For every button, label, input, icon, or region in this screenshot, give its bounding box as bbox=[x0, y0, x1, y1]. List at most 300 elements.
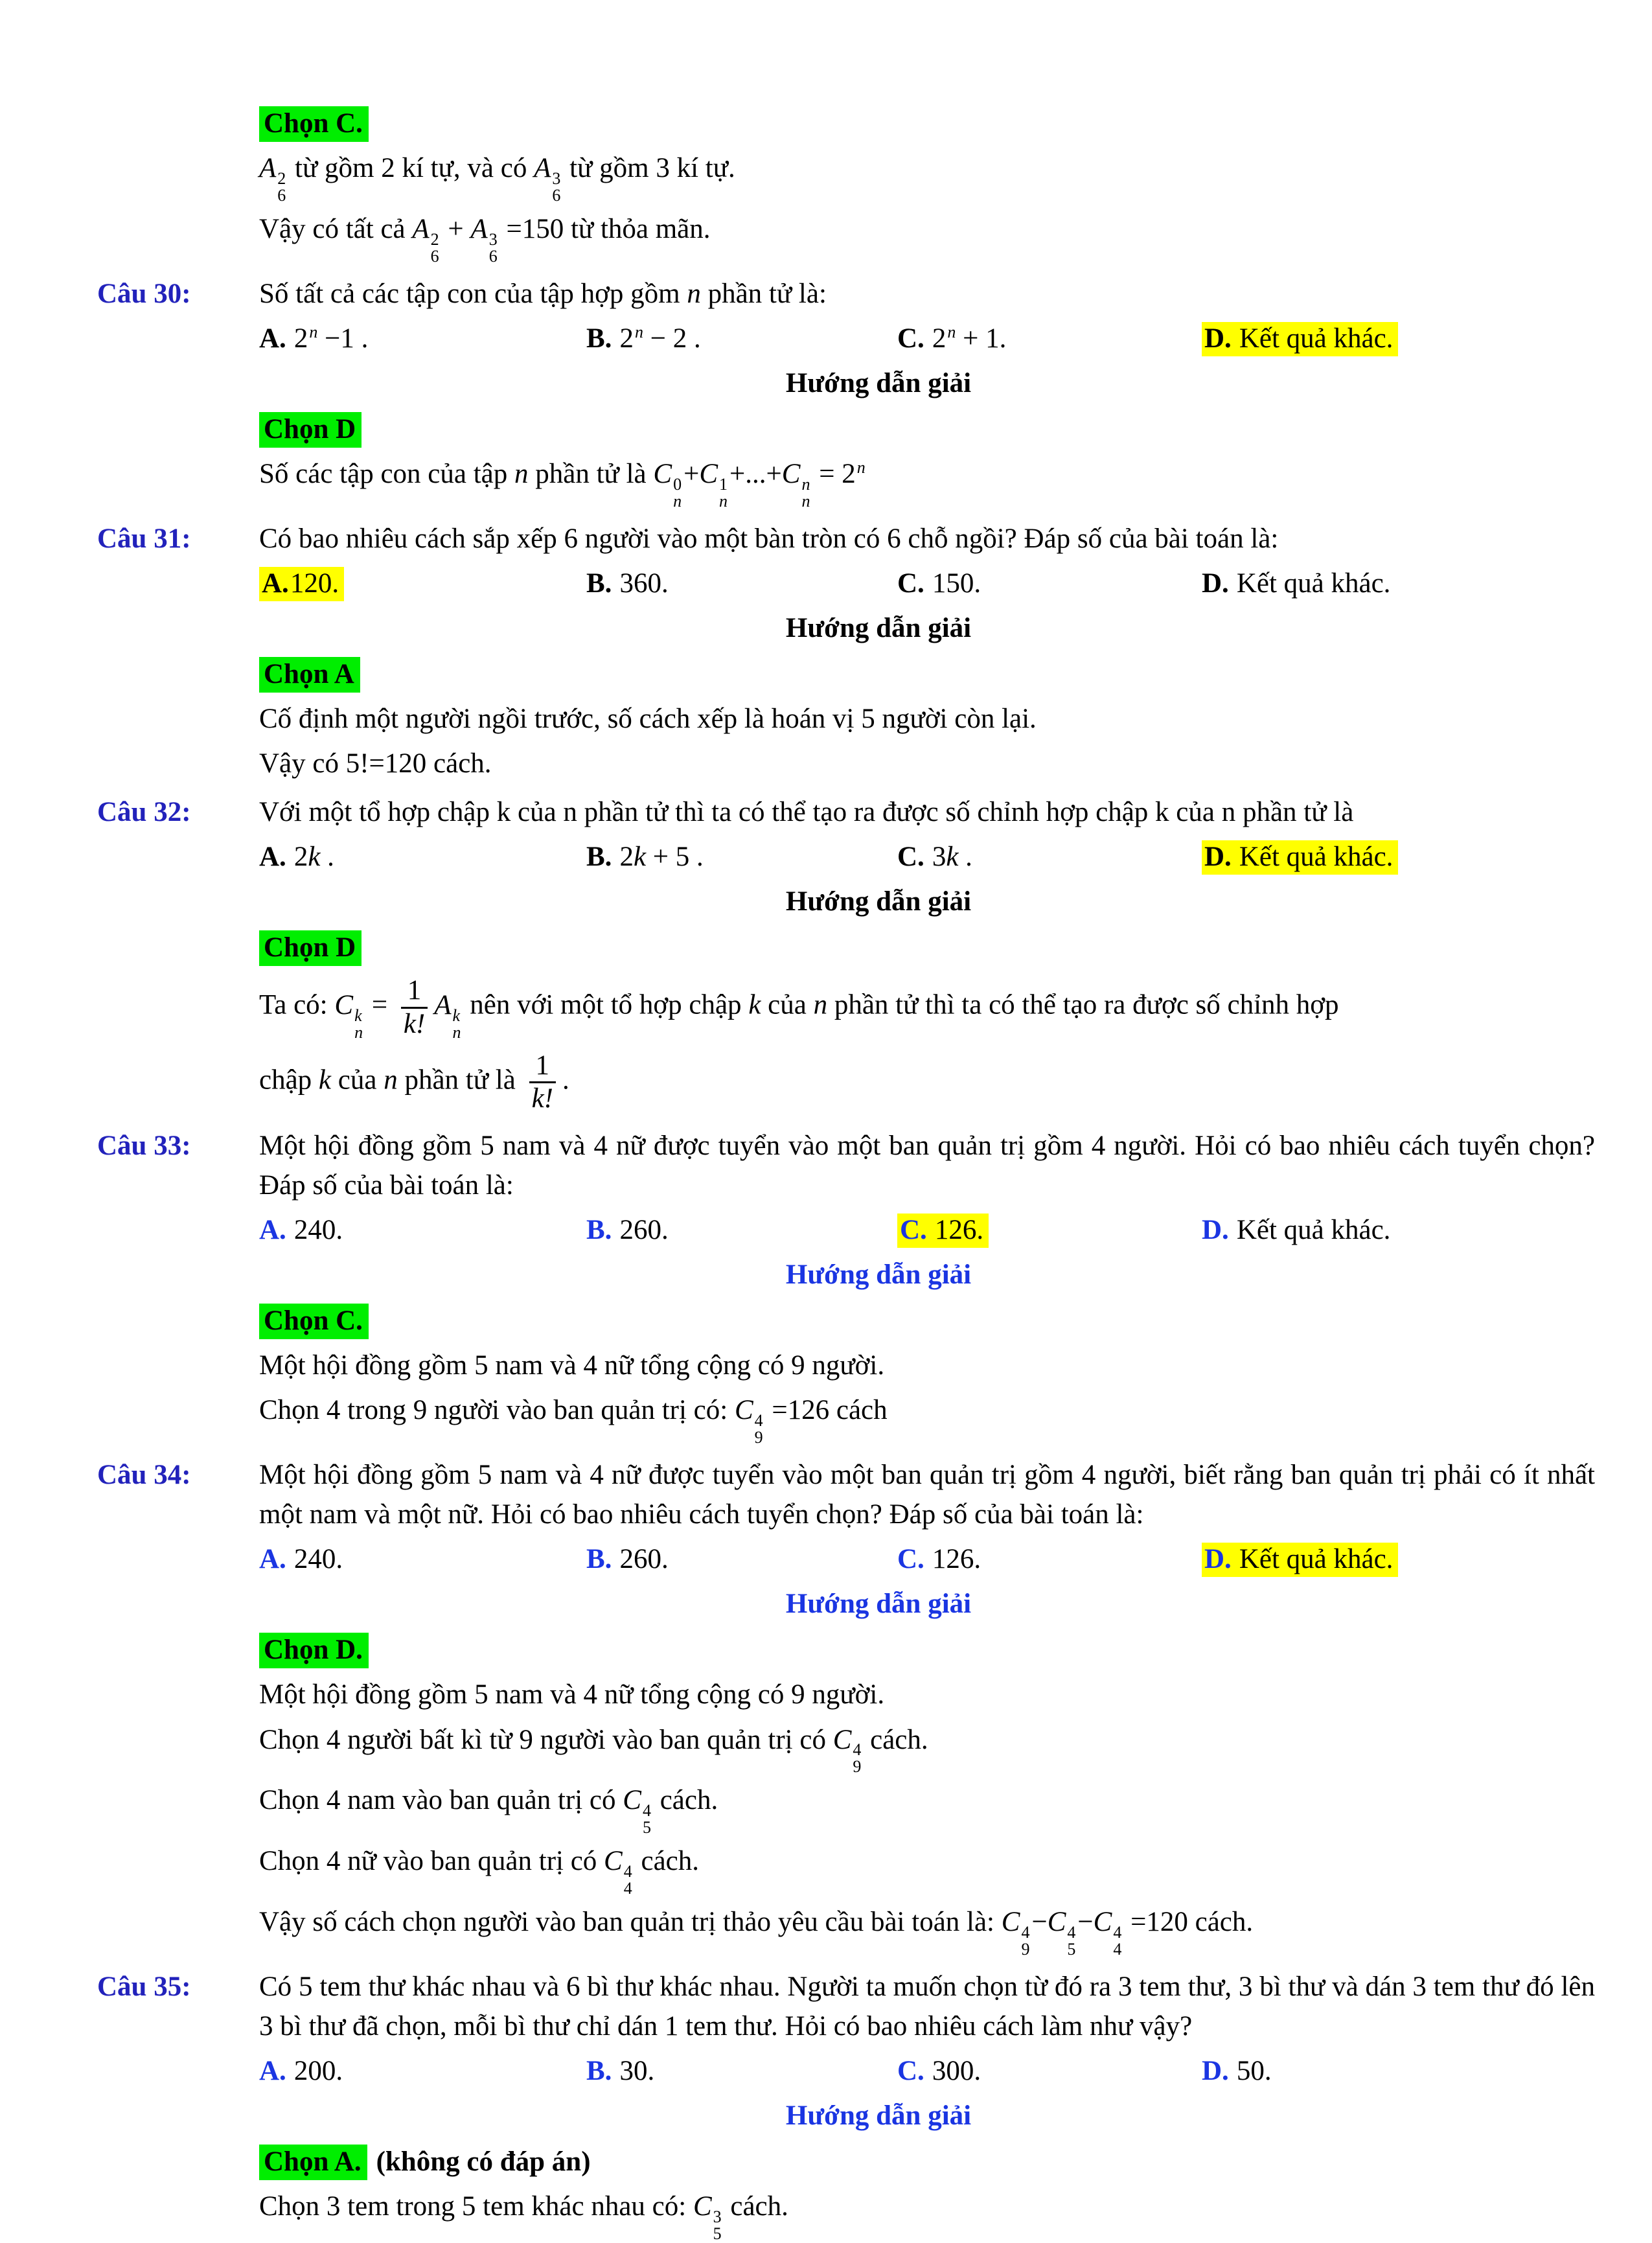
math-base: A bbox=[534, 153, 551, 184]
option-d bbox=[1202, 1539, 1595, 1579]
option-content bbox=[897, 568, 981, 599]
math-subscript: 5 bbox=[642, 1818, 651, 1837]
chosen-answer-highlight: Chọn A. bbox=[259, 2145, 367, 2180]
text-run: + 5 . bbox=[646, 842, 704, 873]
math-subscript: n bbox=[452, 1022, 461, 1042]
math-expression bbox=[619, 323, 643, 354]
answer-choice-line bbox=[97, 2142, 1595, 2181]
math-superscript: 3 bbox=[713, 2207, 722, 2227]
math-superscript: 1 bbox=[719, 474, 728, 494]
text-run: 360. bbox=[619, 568, 669, 599]
content-cell bbox=[259, 409, 1595, 449]
math-scripts bbox=[277, 170, 286, 204]
content-cell bbox=[259, 1255, 1595, 1294]
content-cell bbox=[259, 1346, 1595, 1385]
text-run: cách. bbox=[652, 1785, 718, 1816]
option-c bbox=[897, 319, 1202, 358]
math-scripts bbox=[801, 476, 810, 510]
question-number: Câu 30: bbox=[97, 278, 191, 309]
option-content bbox=[897, 1544, 981, 1574]
option-letter: B. bbox=[586, 842, 612, 873]
option-content bbox=[586, 568, 669, 599]
content-cell bbox=[259, 2051, 1595, 2091]
question bbox=[97, 519, 1595, 558]
math-superscript: n bbox=[634, 322, 643, 341]
text-run: − 2 . bbox=[643, 323, 701, 354]
math-base: C bbox=[734, 1395, 753, 1426]
content-cell bbox=[259, 104, 1595, 143]
option-a bbox=[259, 564, 586, 603]
solution-paragraph bbox=[97, 1720, 1595, 1776]
math-expression bbox=[259, 153, 288, 205]
math-base: 2 bbox=[293, 323, 308, 354]
option-letter: D. bbox=[1202, 1215, 1229, 1246]
content-cell bbox=[259, 1048, 1595, 1117]
text-run: phần tử thì ta có thể tạo ra được số chỉnh hợp bbox=[827, 989, 1339, 1020]
answer-choice-line bbox=[97, 928, 1595, 967]
options-row bbox=[97, 1210, 1595, 1250]
content-cell bbox=[259, 564, 1595, 603]
math-subscript: 5 bbox=[1067, 1940, 1076, 1959]
text-run: 260. bbox=[619, 1544, 669, 1575]
text-run: . bbox=[958, 842, 972, 873]
text-run: Một hội đồng gồm 5 nam và 4 nữ tổng cộng có 9 người. bbox=[259, 1350, 885, 1381]
math-base: C bbox=[623, 1785, 641, 1816]
math-scripts bbox=[673, 476, 682, 510]
solution-paragraph bbox=[97, 454, 1595, 510]
math-scripts bbox=[643, 1802, 651, 1836]
math-expression bbox=[534, 153, 562, 205]
math-scripts bbox=[719, 476, 728, 510]
text-run: +...+ bbox=[729, 459, 782, 490]
math-expression bbox=[623, 1785, 653, 1837]
solution-paragraph bbox=[97, 1346, 1595, 1385]
text-run: − bbox=[1077, 1907, 1094, 1938]
content-cell bbox=[259, 1301, 1595, 1340]
text-run: Chọn 4 nam vào ban quản trị có bbox=[259, 1785, 623, 1816]
math-base: C bbox=[781, 459, 801, 490]
math-subscript: 9 bbox=[754, 1428, 763, 1447]
math-base: A bbox=[434, 989, 452, 1020]
option-highlighted bbox=[1202, 1543, 1398, 1577]
math-expression bbox=[294, 323, 318, 354]
option-letter: A. bbox=[259, 842, 286, 873]
option-letter: A. bbox=[259, 2056, 286, 2087]
text-run: Kết quả khác. bbox=[1236, 1215, 1391, 1246]
option-letter: B. bbox=[586, 1544, 612, 1575]
text-run: Kết quả khác. bbox=[1239, 842, 1394, 873]
option-content bbox=[1202, 1215, 1390, 1245]
text-run: phần tử là bbox=[528, 459, 654, 490]
solution-paragraph bbox=[97, 209, 1595, 265]
math-variable: k bbox=[318, 1064, 332, 1096]
math-subscript: 9 bbox=[1021, 1940, 1030, 1959]
option-highlighted bbox=[1202, 840, 1398, 875]
content-cell bbox=[259, 2142, 1595, 2181]
option-highlighted bbox=[1202, 322, 1398, 356]
text-run: phần tử là: bbox=[700, 278, 827, 309]
chosen-answer-highlight: Chọn C. bbox=[259, 1304, 369, 1339]
fraction-denominator: k! bbox=[403, 1008, 426, 1039]
text-run: 2 bbox=[619, 842, 634, 873]
math-variable: k bbox=[633, 842, 647, 873]
content-cell bbox=[259, 363, 1595, 403]
math-variable: k bbox=[748, 989, 761, 1020]
text-run: của bbox=[331, 1064, 384, 1096]
math-variable: k bbox=[308, 842, 321, 873]
math-scripts bbox=[755, 1412, 763, 1446]
math-base: 2 bbox=[619, 323, 634, 354]
math-expression bbox=[781, 459, 812, 511]
content-cell bbox=[259, 1584, 1595, 1624]
option-b bbox=[586, 1210, 897, 1250]
chosen-answer-highlight: Chọn D. bbox=[259, 1633, 369, 1668]
option-letter: C. bbox=[897, 2056, 924, 2087]
solution-heading: Hướng dẫn giải bbox=[785, 367, 972, 398]
math-expression bbox=[1001, 1907, 1032, 1959]
option-letter: D. bbox=[1202, 2056, 1229, 2087]
math-scripts bbox=[1021, 1924, 1029, 1958]
option-letter: B. bbox=[586, 2056, 612, 2087]
content-cell bbox=[259, 319, 1595, 358]
option-b bbox=[586, 2051, 897, 2091]
option-letter: D. bbox=[1202, 568, 1229, 599]
text-run: cách. bbox=[723, 2191, 788, 2222]
question-number: Câu 31: bbox=[97, 523, 191, 554]
math-superscript: 4 bbox=[853, 1740, 862, 1760]
solution-paragraph bbox=[97, 699, 1595, 739]
math-expression bbox=[693, 2191, 724, 2243]
content-cell bbox=[259, 882, 1595, 921]
text-run: 200. bbox=[293, 2056, 343, 2087]
math-expression bbox=[1047, 1907, 1078, 1959]
math-base: C bbox=[604, 1846, 623, 1877]
option-d bbox=[1202, 2051, 1595, 2091]
math-superscript: 4 bbox=[1021, 1923, 1030, 1942]
text-run: của bbox=[761, 989, 814, 1020]
math-superscript: k bbox=[452, 1006, 461, 1025]
solution-heading-line bbox=[97, 2096, 1595, 2135]
math-expression bbox=[1093, 1907, 1124, 1959]
question bbox=[97, 792, 1595, 832]
text-run: cách. bbox=[863, 1724, 928, 1755]
math-base: C bbox=[1093, 1907, 1112, 1938]
text-run: + 1. bbox=[956, 323, 1007, 354]
option-a bbox=[259, 837, 586, 877]
text-run: Chọn 4 người bất kì từ 9 người vào ban quản trị có bbox=[259, 1724, 833, 1755]
chosen-answer-highlight: Chọn D bbox=[259, 930, 361, 966]
text-run: phần tử là bbox=[397, 1064, 523, 1096]
text-run: Chọn 3 tem trong 5 tem khác nhau có: bbox=[259, 2191, 693, 2222]
solution-heading: Hướng dẫn giải bbox=[785, 2100, 972, 2132]
question-number: Câu 34: bbox=[97, 1460, 191, 1491]
math-expression bbox=[932, 323, 956, 354]
option-highlighted bbox=[259, 567, 344, 601]
text-run: Kết quả khác. bbox=[1239, 1544, 1394, 1575]
math-superscript: 3 bbox=[488, 229, 498, 249]
content-cell bbox=[259, 1455, 1595, 1534]
text-run: =150 từ thỏa mãn. bbox=[499, 213, 711, 244]
text-run: Kết quả khác. bbox=[1239, 323, 1394, 354]
text-run: + bbox=[441, 213, 471, 244]
chosen-answer-highlight: Chọn C. bbox=[259, 106, 369, 142]
text-run: Một hội đồng gồm 5 nam và 4 nữ tổng cộng có 9 người. bbox=[259, 1679, 885, 1710]
text-run: Số tất cả các tập con của tập hợp gồm bbox=[259, 278, 687, 309]
math-expression bbox=[434, 989, 463, 1042]
answer-choice-line bbox=[97, 1301, 1595, 1340]
option-a bbox=[259, 1539, 586, 1579]
text-run: Có bao nhiêu cách sắp xếp 6 người vào một bàn tròn có 6 chỗ ngồi? Đáp số của bài toán là: bbox=[259, 523, 1279, 554]
option-b bbox=[586, 837, 897, 877]
text-run: − bbox=[1031, 1907, 1048, 1938]
options-row bbox=[97, 2051, 1595, 2091]
math-superscript: 4 bbox=[754, 1411, 763, 1431]
option-letter: C. bbox=[897, 568, 924, 599]
solution-heading-line bbox=[97, 882, 1595, 921]
answer-choice-line bbox=[97, 104, 1595, 143]
solution-paragraph bbox=[97, 2187, 1595, 2242]
text-run: = bbox=[812, 459, 842, 490]
content-cell bbox=[259, 1539, 1595, 1579]
solution-heading: Hướng dẫn giải bbox=[785, 886, 972, 917]
text-run: =120 cách. bbox=[1123, 1907, 1254, 1938]
content-cell bbox=[259, 792, 1595, 832]
math-scripts bbox=[1067, 1924, 1075, 1958]
question bbox=[97, 274, 1595, 314]
option-content bbox=[259, 2056, 343, 2086]
text-run: Chọn 4 trong 9 người vào ban quản trị có: bbox=[259, 1395, 735, 1426]
solution-paragraph bbox=[97, 148, 1595, 204]
option-letter: B. bbox=[586, 568, 612, 599]
option-highlighted bbox=[897, 1214, 989, 1248]
math-subscript: 6 bbox=[430, 246, 439, 266]
math-variable: n bbox=[514, 459, 529, 490]
content-cell bbox=[259, 209, 1595, 265]
option-b bbox=[586, 319, 897, 358]
text-run: Một hội đồng gồm 5 nam và 4 nữ được tuyển vào một ban quản trị gồm 4 người, biết rằng ban quản trị phải có ít nhất một nam và một nữ. Hỏi có bao nhiêu cách tuyển chọn? Đáp số của bài toán là: bbox=[259, 1460, 1595, 1530]
content-cell bbox=[259, 1210, 1595, 1250]
chosen-answer-highlight: Chọn A bbox=[259, 657, 360, 693]
math-fraction bbox=[529, 1050, 556, 1114]
math-base: C bbox=[653, 459, 672, 490]
fraction-numerator: 1 bbox=[529, 1050, 556, 1083]
content-cell bbox=[259, 1720, 1595, 1776]
math-expression bbox=[653, 459, 683, 511]
text-run: Cố định một người ngồi trước, số cách xếp là hoán vị 5 người còn lại. bbox=[259, 704, 1037, 735]
answer-choice-line bbox=[97, 654, 1595, 694]
text-run: Vậy có tất cả bbox=[259, 213, 413, 244]
solution-heading-line bbox=[97, 1584, 1595, 1624]
text-run: cách. bbox=[634, 1846, 699, 1877]
text-run: nên với một tổ hợp chập bbox=[463, 989, 749, 1020]
option-letter: C. bbox=[900, 1215, 927, 1246]
text-run: Có 5 tem thư khác nhau và 6 bì thư khác nhau. Người ta muốn chọn từ đó ra 3 tem thư, 3 bì thư và dán 3 tem thư đó lên 3 bì thư đã chọn, mỗi bì thư chỉ dán 1 tem thư. Hỏi có bao nhiêu cách làm như vậy? bbox=[259, 1972, 1595, 2042]
text-run: 150. bbox=[932, 568, 981, 599]
solution-paragraph bbox=[97, 1841, 1595, 1897]
option-letter: C. bbox=[897, 323, 924, 354]
content-cell bbox=[259, 1390, 1595, 1446]
math-expression bbox=[699, 459, 729, 511]
text-run: 260. bbox=[619, 1215, 669, 1246]
text-run: = bbox=[365, 989, 395, 1020]
text-run: =126 cách bbox=[764, 1395, 888, 1426]
answer-choice-line bbox=[97, 1630, 1595, 1670]
math-superscript: 2 bbox=[277, 168, 286, 188]
math-base: C bbox=[1047, 1907, 1066, 1938]
option-letter: A. bbox=[259, 1544, 286, 1575]
math-superscript: 4 bbox=[623, 1862, 632, 1881]
math-superscript: n bbox=[801, 474, 810, 494]
fraction-numerator: 1 bbox=[401, 975, 428, 1008]
option-content bbox=[586, 1544, 669, 1574]
option-c bbox=[897, 564, 1202, 603]
math-base: A bbox=[470, 213, 488, 244]
content-cell bbox=[259, 454, 1595, 510]
option-content bbox=[897, 2056, 981, 2086]
option-content bbox=[259, 1215, 343, 1245]
option-letter: A. bbox=[262, 568, 289, 599]
math-subscript: 6 bbox=[488, 246, 498, 266]
options-row bbox=[97, 837, 1595, 877]
math-subscript: 6 bbox=[552, 185, 561, 205]
math-fraction bbox=[401, 975, 428, 1039]
option-content bbox=[259, 323, 368, 354]
option-a bbox=[259, 2051, 586, 2091]
math-expression bbox=[842, 459, 866, 489]
math-base: C bbox=[699, 459, 718, 490]
text-run: 50. bbox=[1236, 2056, 1272, 2087]
option-letter: C. bbox=[897, 842, 924, 873]
option-d bbox=[1202, 1210, 1595, 1250]
math-superscript: 4 bbox=[1067, 1923, 1076, 1942]
question bbox=[97, 1126, 1595, 1205]
content-cell bbox=[259, 148, 1595, 204]
content-cell bbox=[259, 519, 1595, 558]
math-superscript: 4 bbox=[1113, 1923, 1122, 1942]
math-expression bbox=[604, 1846, 634, 1898]
math-superscript: 2 bbox=[430, 229, 439, 249]
option-b bbox=[586, 1539, 897, 1579]
content-cell bbox=[259, 1902, 1595, 1958]
text-run: 240. bbox=[293, 1544, 343, 1575]
solution-heading-line bbox=[97, 363, 1595, 403]
content-cell bbox=[259, 1126, 1595, 1205]
option-c bbox=[897, 1210, 1202, 1250]
text-run: Chọn 4 nữ vào ban quản trị có bbox=[259, 1846, 604, 1877]
text-run: từ gồm 2 kí tự, và có bbox=[288, 153, 534, 184]
solution-heading-line bbox=[97, 608, 1595, 648]
content-cell bbox=[259, 2096, 1595, 2135]
math-base: C bbox=[693, 2191, 712, 2222]
content-cell bbox=[259, 1675, 1595, 1714]
math-variable: n bbox=[813, 989, 828, 1020]
content-cell bbox=[259, 1630, 1595, 1670]
math-subscript: 4 bbox=[1113, 1940, 1122, 1959]
content-cell bbox=[259, 608, 1595, 648]
text-run: 2 bbox=[293, 842, 308, 873]
math-superscript: n bbox=[856, 457, 866, 477]
options-row bbox=[97, 1539, 1595, 1579]
math-superscript: n bbox=[947, 322, 956, 341]
math-scripts bbox=[354, 1007, 363, 1041]
math-subscript: 4 bbox=[623, 1879, 632, 1898]
math-expression bbox=[832, 1724, 864, 1777]
text-run: 126. bbox=[932, 1544, 981, 1575]
text-run: 300. bbox=[932, 2056, 981, 2087]
math-expression bbox=[412, 213, 441, 266]
option-c bbox=[897, 2051, 1202, 2091]
math-base: A bbox=[259, 153, 277, 184]
option-a bbox=[259, 1210, 586, 1250]
math-subscript: n bbox=[719, 491, 728, 511]
math-base: A bbox=[412, 213, 430, 244]
option-d bbox=[1202, 319, 1595, 358]
options-row bbox=[97, 564, 1595, 603]
text-run: từ gồm 3 kí tự. bbox=[562, 153, 735, 184]
question-number: Câu 33: bbox=[97, 1131, 191, 1162]
math-superscript: n bbox=[309, 322, 318, 341]
option-letter: D. bbox=[1204, 1544, 1232, 1575]
question bbox=[97, 1967, 1595, 2046]
text-run: Vậy số cách chọn người vào ban quản trị thảo yêu cầu bài toán là: bbox=[259, 1907, 1002, 1938]
chosen-answer-highlight: Chọn D bbox=[259, 412, 361, 448]
solution-paragraph bbox=[97, 744, 1595, 783]
math-variable: n bbox=[384, 1064, 398, 1096]
solution-paragraph bbox=[97, 1675, 1595, 1714]
math-base: C bbox=[1001, 1907, 1020, 1938]
math-superscript: k bbox=[354, 1006, 362, 1025]
content-cell bbox=[259, 274, 1595, 314]
math-scripts bbox=[489, 231, 498, 265]
option-content bbox=[1202, 568, 1390, 599]
text-run: . bbox=[320, 842, 334, 873]
math-superscript: 4 bbox=[642, 1801, 651, 1821]
math-base: C bbox=[832, 1724, 852, 1755]
text-run: 3 bbox=[932, 842, 946, 873]
solution-paragraph bbox=[97, 1390, 1595, 1446]
option-b bbox=[586, 564, 897, 603]
solution-heading: Hướng dẫn giải bbox=[785, 1260, 972, 1291]
solution-heading: Hướng dẫn giải bbox=[785, 1589, 972, 1620]
math-expression bbox=[470, 213, 499, 266]
math-subscript: 9 bbox=[853, 1757, 862, 1777]
options-row bbox=[97, 319, 1595, 358]
math-scripts bbox=[713, 2209, 722, 2242]
solution-paragraph bbox=[97, 1048, 1595, 1117]
option-content bbox=[586, 323, 701, 354]
content-cell bbox=[259, 1780, 1595, 1836]
fraction-denominator: k! bbox=[531, 1083, 553, 1114]
question-number: Câu 35: bbox=[97, 1972, 191, 2003]
math-superscript: 3 bbox=[552, 168, 561, 188]
math-base: C bbox=[334, 989, 354, 1020]
option-letter: D. bbox=[1204, 323, 1232, 354]
text-run: −1 . bbox=[317, 323, 369, 354]
content-cell bbox=[259, 928, 1595, 967]
math-scripts bbox=[552, 170, 560, 204]
option-content bbox=[1202, 2056, 1272, 2086]
text-run: Với một tổ hợp chập k của n phần tử thì ta có thể tạo ra được số chỉnh hợp chập k của n phần tử là bbox=[259, 797, 1354, 828]
option-letter: B. bbox=[586, 1215, 612, 1246]
text-run: 120. bbox=[290, 568, 339, 599]
text-run: + bbox=[683, 459, 700, 490]
text-run: 240. bbox=[293, 1215, 343, 1246]
math-scripts bbox=[1113, 1924, 1121, 1958]
option-c bbox=[897, 1539, 1202, 1579]
math-subscript: 5 bbox=[713, 2224, 722, 2243]
math-scripts bbox=[453, 1007, 461, 1041]
option-content bbox=[259, 1544, 343, 1574]
